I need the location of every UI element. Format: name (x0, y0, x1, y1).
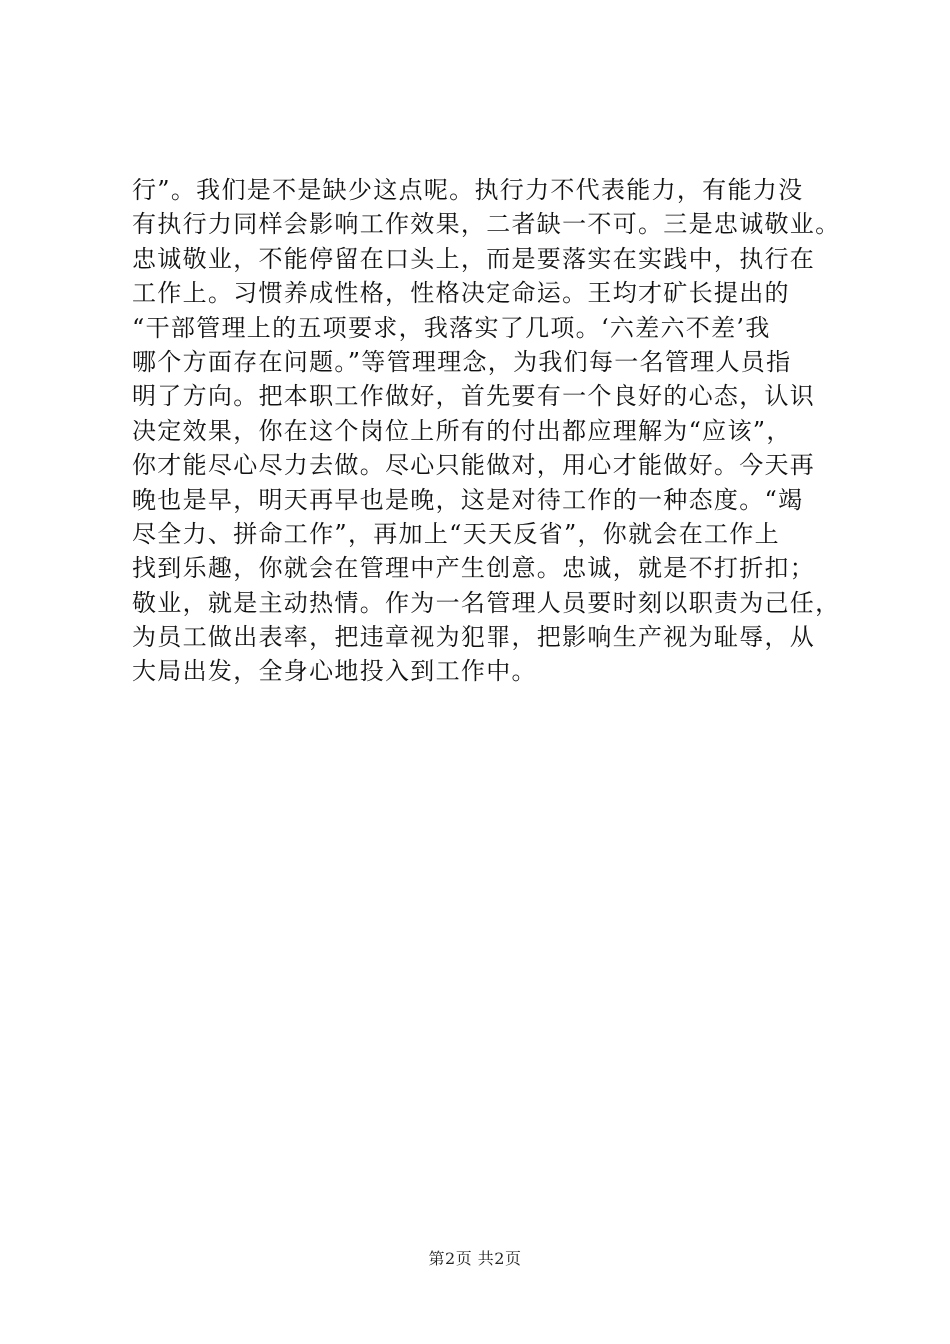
text-line: 尽全力、拼命工作”，再加上“天天反省”，你就会在工作上 (132, 519, 780, 548)
text-line: 行”。我们是不是缺少这点呢。执行力不代表能力，有能力没 (132, 176, 804, 204)
text-line: 有执行力同样会影响工作效果，二者缺一不可。三是忠诚敬业。 (132, 210, 841, 239)
text-line: 忠诚敬业，不能停留在口头上，而是要落实在实践中，执行在 (132, 244, 816, 273)
page-number-footer: 第2页 共2页 (428, 1249, 522, 1268)
text-line: 为员工做出表率，把违章视为犯罪，把影响生产视为耻辱，从 (132, 623, 816, 652)
text-line: 晚也是早，明天再早也是晚，这是对待工作的一种态度。“竭 (132, 485, 804, 514)
text-line: “干部管理上的五项要求，我落实了几项。‘六差六不差’我 (132, 313, 771, 342)
text-line: 哪个方面存在问题。”等管理理念，为我们每一名管理人员指 (132, 347, 792, 376)
text-line: 敬业，就是主动热情。作为一名管理人员要时刻以职责为己任， (132, 588, 841, 617)
text-line: 工作上。习惯养成性格，性格决定命运。王均才矿长提出的 (132, 279, 790, 308)
text-line: 找到乐趣，你就会在管理中产生创意。忠诚，就是不打折扣； (132, 554, 816, 583)
text-line: 你才能尽心尽力去做。尽心只能做对，用心才能做好。今天再 (132, 451, 816, 480)
text-line: 决定效果，你在这个岗位上所有的付出都应理解为“应该”， (132, 416, 792, 445)
body-text (132, 173, 852, 689)
text-line: 大局出发，全身心地投入到工作中。 (132, 657, 537, 686)
text-line: 明了方向。把本职工作做好，首先要有一个良好的心态，认识 (132, 382, 816, 411)
